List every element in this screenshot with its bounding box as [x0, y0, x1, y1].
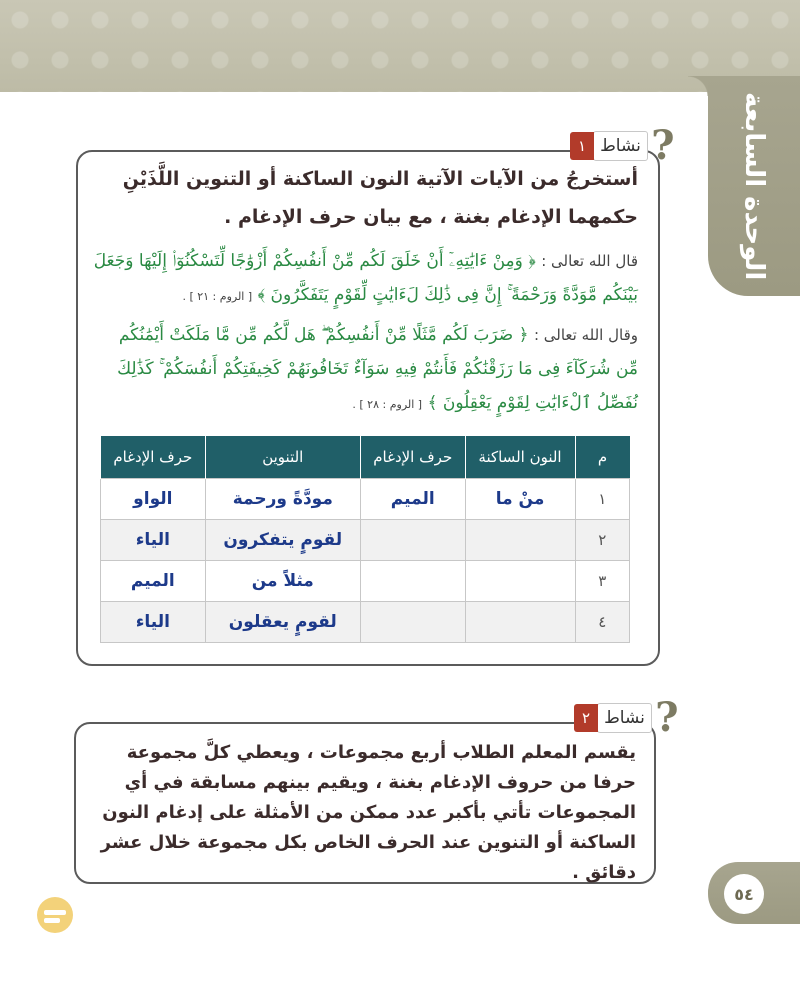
row-index: ٢ [575, 520, 630, 561]
top-decorative-band [0, 0, 800, 92]
verse1-citation: [ الروم : ٢١ ] . [182, 290, 253, 303]
row-index: ٤ [575, 602, 630, 643]
question-mark-icon: ? [651, 122, 675, 169]
publisher-logo-icon [30, 890, 80, 940]
verse2 [92, 318, 638, 422]
activity2-text: يقسم المعلم الطلاب أربع مجموعات ، ويعطي كلَّ مجموعة حرفا من حروف الإدغام بغنة ، ويقيم بينهم مسابقة في أي المجموعات تأتي بأكبر عدد ممكن من الأمثلة على إدغام النون الساكنة أو التنوين عند الحرف الخاص بكل مجموعة خلال عشر دقائق . [100, 742, 636, 883]
header-index: م [575, 436, 630, 479]
cell-tanween: مودَّةً ورحمة [205, 479, 360, 520]
header-idgham-letter-2: حرف الإدغام [101, 436, 206, 479]
cell-letter: الميم [101, 561, 206, 602]
verse2-citation: [ الروم : ٢٨ ] . [352, 398, 423, 411]
activity1-number: ١ [570, 132, 594, 160]
cell-letter [360, 561, 465, 602]
table-row [101, 520, 630, 561]
activity2-number: ٢ [574, 704, 598, 732]
cell-noon [465, 520, 575, 561]
cell-noon [465, 561, 575, 602]
table-row [101, 602, 630, 643]
header-tanween: التنوين [205, 436, 360, 479]
answers-table [100, 436, 630, 643]
header-idgham-letter-1: حرف الإدغام [360, 436, 465, 479]
cell-tanween: لقومٍ يعقلون [205, 602, 360, 643]
activity2-badge [574, 694, 682, 741]
activity1-badge [570, 122, 678, 169]
verse1-text: ﴿ وَمِنْ ءَايَٰتِهِۦٓ أَنْ خَلَقَ لَكُم مِّنْ أَنفُسِكُمْ أَزْوَٰجًا لِّتَسْكُنُوٓا۟ إِلَيْهَا وَجَعَلَ بَيْنَكُم مَّوَدَّةً وَرَحْمَةً ۚ إِنَّ فِى ذَٰلِكَ لَءَايَٰتٍ لِّقَوْمٍ يَتَفَكَّرُونَ ﴾ [93, 251, 638, 305]
table-row [101, 479, 630, 520]
cell-letter: الميم [360, 479, 465, 520]
cell-noon: منْ ما [465, 479, 575, 520]
cell-letter: الياء [101, 520, 206, 561]
verse2-text: ﴿ ضَرَبَ لَكُم مَّثَلًا مِّنْ أَنفُسِكُمْ ۖ هَل لَّكُم مِّن مَّا مَلَكَتْ أَيْمَٰنُكُم مِّن شُرَكَآءَ فِى مَا رَزَقْنَٰكُمْ فَأَنتُمْ فِيهِ سَوَآءٌ تَخَافُونَهُمْ كَخِيفَتِكُمْ أَنفُسَكُمْ ۚ كَذَٰلِكَ نُفَصِّلُ ٱلْءَايَٰتِ لِقَوْمٍ يَعْقِلُونَ ﴾ [117, 325, 638, 413]
table-row [101, 561, 630, 602]
verse1 [92, 244, 638, 314]
verse1-intro: قال الله تعالى : [541, 252, 638, 270]
verse2-intro: وقال الله تعالى : [533, 326, 638, 344]
activity2-label: نشاط [597, 703, 652, 733]
row-index: ١ [575, 479, 630, 520]
header-noon-sakinah: النون الساكنة [465, 436, 575, 479]
cell-letter: الواو [101, 479, 206, 520]
cell-letter [360, 602, 465, 643]
cell-letter [360, 520, 465, 561]
table-header-row [101, 436, 630, 479]
activity1-label: نشاط [593, 131, 648, 161]
cell-noon [465, 602, 575, 643]
page-number: ٥٤ [724, 874, 764, 914]
cell-tanween: مثلاً من [205, 561, 360, 602]
cell-letter: الياء [101, 602, 206, 643]
row-index: ٣ [575, 561, 630, 602]
cell-tanween: لقومٍ يتفكرون [205, 520, 360, 561]
activity1-instruction: أستخرجُ من الآيات الآتية النون الساكنة أو التنوين اللَّذَيْنِ حكمهما الإدغام بغنة ، مع بيان حرف الإدغام . [122, 168, 638, 228]
unit-title: الوحدة السابعة [739, 91, 769, 281]
question-mark-icon: ? [655, 694, 679, 741]
